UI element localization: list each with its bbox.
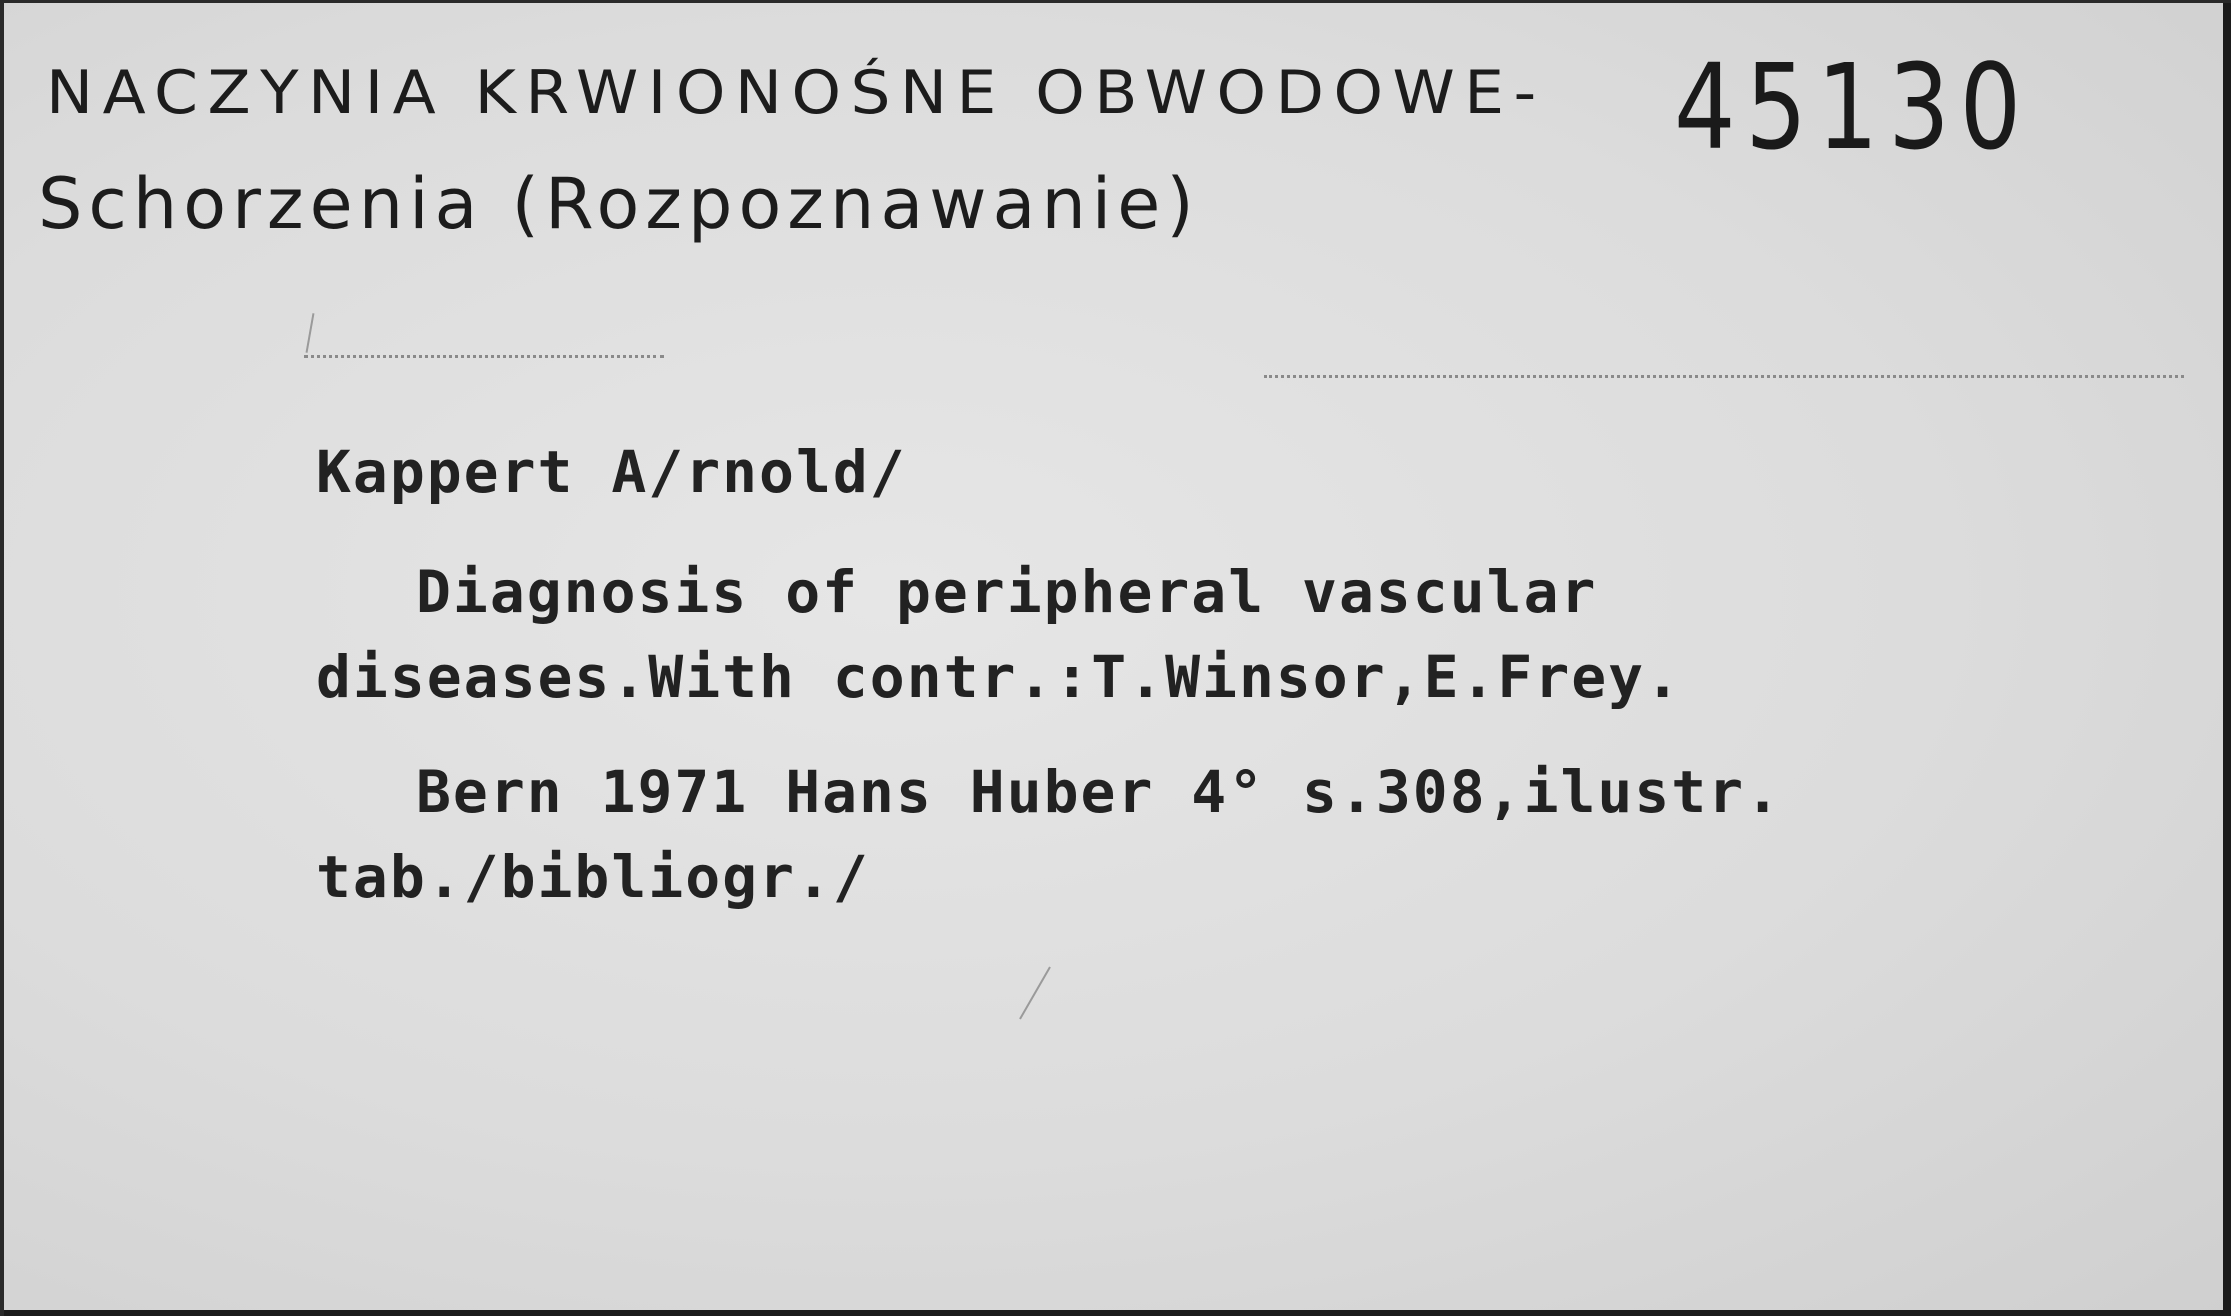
imprint-line: Bern 1971 Hans Huber 4° s.308,ilustr. [416, 758, 1783, 826]
card-edge-bottom [4, 1310, 2231, 1316]
dotted-rule-right [1264, 375, 2184, 378]
dotted-rule-left [304, 355, 664, 358]
author-entry: Kappert A/rnold/ [316, 438, 907, 506]
title-line: diseases.With contr.:T.Winsor,E.Frey. [316, 643, 1683, 711]
call-number: 45130 [1674, 38, 2032, 176]
title-line: Diagnosis of peripheral vascular [416, 558, 1598, 626]
subject-heading: NACZYNIA KRWIONOŚNE OBWODOWE- [46, 58, 1546, 128]
imprint-line: tab./bibliogr./ [316, 843, 870, 911]
paper-mark [1019, 967, 1051, 1020]
paper-mark [306, 313, 315, 353]
card-edge-right [2223, 3, 2231, 1316]
subject-subheading: Schorzenia (Rozpoznawanie) [38, 163, 1200, 245]
